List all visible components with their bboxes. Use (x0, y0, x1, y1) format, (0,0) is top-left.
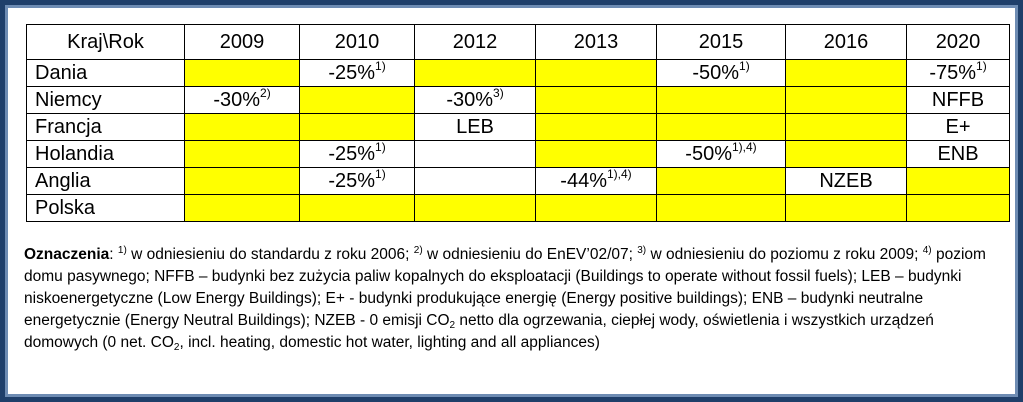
cell-value: -30% (213, 88, 261, 111)
cell-value: NZEB (819, 169, 873, 192)
value-cell (657, 87, 786, 114)
value-cell (657, 168, 786, 195)
value-cell (907, 87, 1010, 114)
value-cell (300, 168, 415, 195)
legend-text: w odniesieniu do standardu z roku 2006; (126, 246, 414, 263)
footnote-marker: 1) (117, 245, 127, 256)
legend-text: w odniesieniu do poziomu z roku 2009; (646, 246, 923, 263)
country-cell: Polska (27, 195, 185, 222)
cell-value: -75% (929, 61, 977, 84)
footnote-marker: 1) (976, 58, 987, 73)
footnote-marker: 1) (375, 166, 386, 181)
value-cell (415, 60, 536, 87)
value-cell (786, 141, 907, 168)
cell-value: -44% (560, 169, 607, 192)
value-cell (185, 87, 300, 114)
country-cell: Niemcy (27, 87, 185, 114)
value-cell (907, 168, 1010, 195)
value-cell (786, 195, 907, 222)
footnote-marker: 2) (413, 245, 423, 256)
value-cell (786, 168, 907, 195)
value-cell (415, 195, 536, 222)
country-cell: Anglia (27, 168, 185, 195)
header-row (27, 25, 1010, 60)
value-cell (300, 195, 415, 222)
cell-value: -30% (446, 88, 494, 111)
legend-title: Oznaczenia (24, 246, 110, 263)
value-cell (415, 114, 536, 141)
cell-value: ENB (937, 142, 979, 165)
footnote-marker: 3) (493, 85, 504, 100)
value-cell (185, 168, 300, 195)
cell-value: E+ (945, 115, 971, 138)
subscript: 2 (173, 342, 180, 353)
cell-value: -25% (328, 61, 376, 84)
value-cell (536, 87, 657, 114)
value-cell (907, 60, 1010, 87)
value-cell (185, 114, 300, 141)
table-row (27, 87, 1010, 114)
value-cell (786, 114, 907, 141)
footnote-marker: 1),4) (732, 139, 757, 154)
year-header: 2020 (907, 25, 1010, 60)
value-cell (185, 141, 300, 168)
value-cell (907, 195, 1010, 222)
value-cell (415, 168, 536, 195)
table-row (27, 114, 1010, 141)
value-cell (536, 195, 657, 222)
footnote-marker: 2) (260, 85, 271, 100)
value-cell (536, 114, 657, 141)
footnote-marker: 4) (922, 245, 932, 256)
footnote-marker: 1),4) (607, 166, 632, 181)
value-cell (300, 114, 415, 141)
year-header: 2013 (536, 25, 657, 60)
slide-content (16, 16, 1007, 386)
table-row (27, 168, 1010, 195)
value-cell (786, 60, 907, 87)
legend-text: , incl. heating, domestic hot water, lighting and all appliances) (179, 334, 600, 351)
legend-notes (24, 244, 1009, 354)
legend-sep: : (109, 246, 118, 263)
value-cell (657, 60, 786, 87)
footnote-marker: 1) (739, 58, 750, 73)
corner-header: Kraj\Rok (27, 25, 185, 60)
table-body (27, 60, 1010, 222)
footnote-marker: 1) (375, 139, 386, 154)
footnote-marker: 3) (637, 245, 647, 256)
value-cell (415, 87, 536, 114)
footnote-marker: 1) (375, 58, 386, 73)
legend-text: poziom domu pasywnego; NFFB – budynki bez zużycia paliw kopalnych do eksploatacji (Buildings to operate without fossil fuels); LEB – budynki niskoenergetyczne (Low Energy Buildings); E+ - budynki produkujące energię (Energy positive buildings); ENB – budynki neutralne energetycznie (Energy Neutral Buildings); NZEB - 0 emisji CO (24, 246, 986, 329)
legend-text: w odniesieniu do EnEV’02/07; (422, 246, 638, 263)
year-header: 2016 (786, 25, 907, 60)
value-cell (907, 114, 1010, 141)
cell-value: -50% (692, 61, 740, 84)
value-cell (536, 141, 657, 168)
cell-value: NFFB (931, 88, 985, 111)
subscript: 2 (449, 320, 456, 331)
energy-standards-table (26, 24, 1010, 222)
year-header: 2010 (300, 25, 415, 60)
value-cell (907, 141, 1010, 168)
cell-value: LEB (456, 115, 494, 138)
value-cell (657, 195, 786, 222)
table-row (27, 141, 1010, 168)
cell-value: -50% (685, 142, 732, 165)
country-cell: Holandia (27, 141, 185, 168)
value-cell (786, 87, 907, 114)
table-row (27, 60, 1010, 87)
cell-value: -25% (328, 169, 376, 192)
value-cell (185, 195, 300, 222)
legend-text: netto dla ogrzewania, ciepłej wody, oświetlenia i wszystkich urządzeń domowych (0 net. CO (24, 312, 934, 351)
value-cell (657, 114, 786, 141)
value-cell (185, 60, 300, 87)
year-header: 2009 (185, 25, 300, 60)
value-cell (300, 87, 415, 114)
table-row (27, 195, 1010, 222)
value-cell (536, 168, 657, 195)
value-cell (300, 141, 415, 168)
value-cell (300, 60, 415, 87)
cell-value: -25% (328, 142, 376, 165)
value-cell (415, 141, 536, 168)
value-cell (536, 60, 657, 87)
country-cell: Francja (27, 114, 185, 141)
value-cell (657, 141, 786, 168)
year-header: 2015 (657, 25, 786, 60)
year-header: 2012 (415, 25, 536, 60)
country-cell: Dania (27, 60, 185, 87)
